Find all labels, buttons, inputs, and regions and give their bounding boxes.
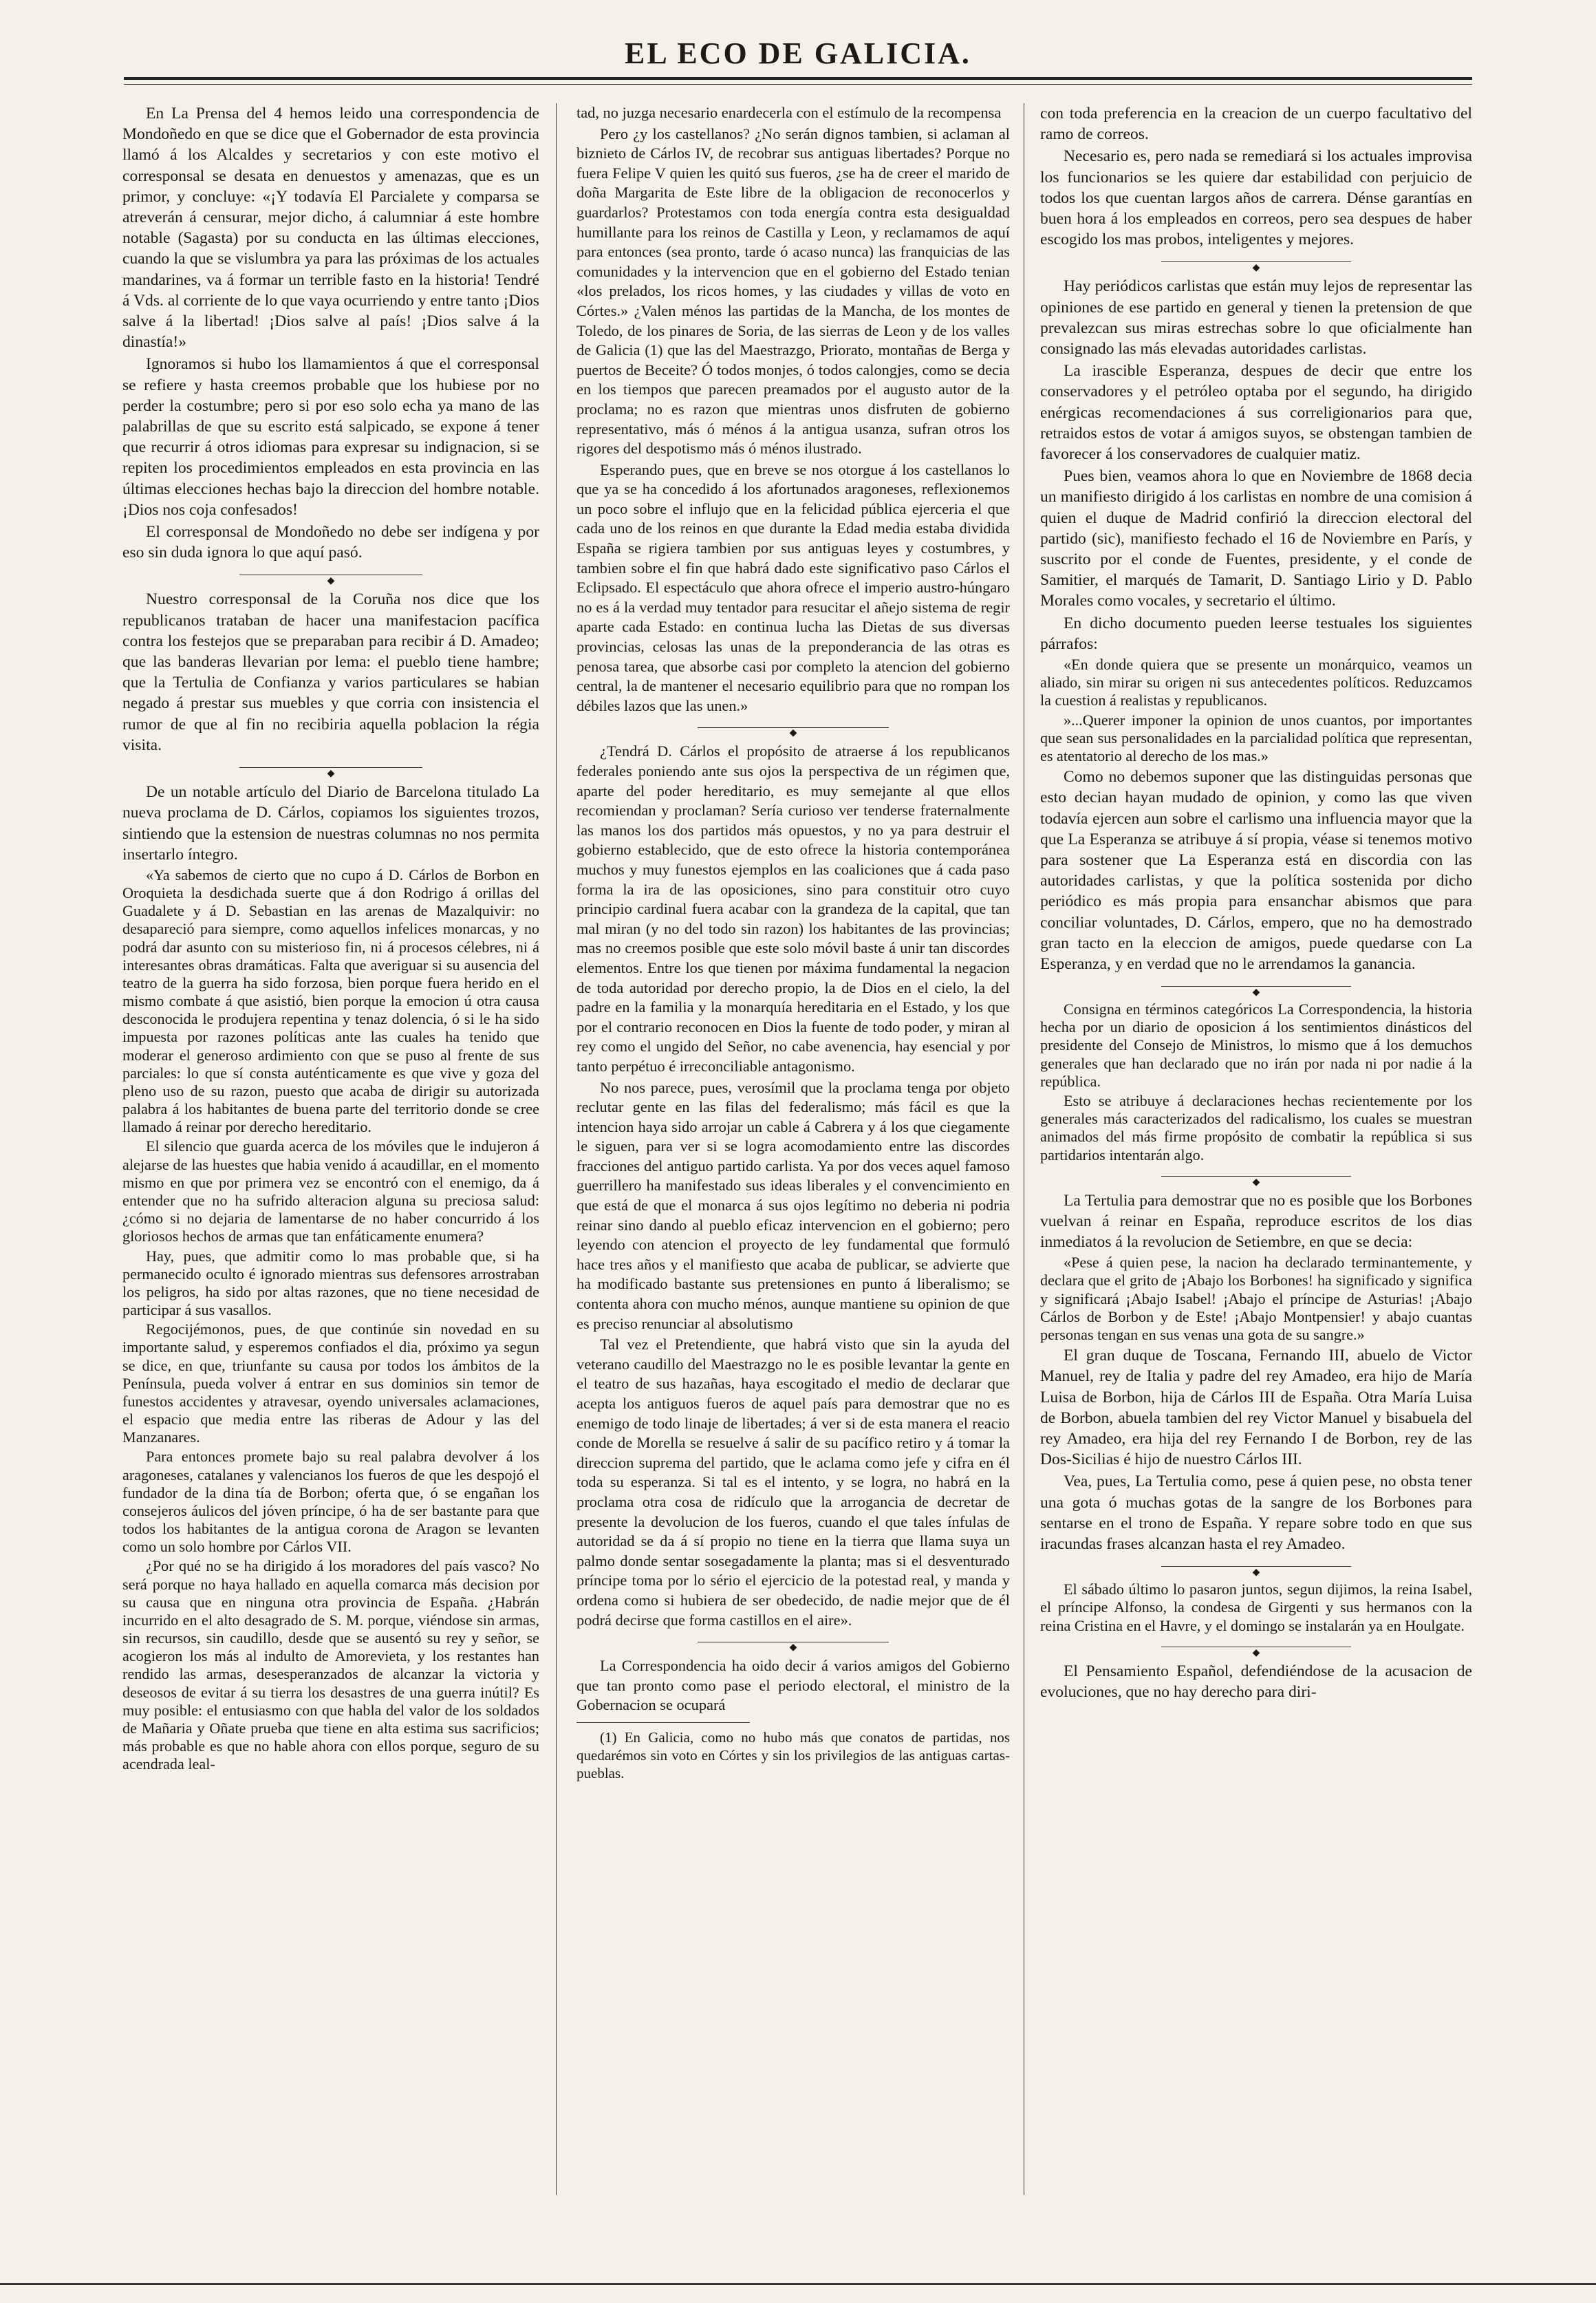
quoted-paragraph: «Pese á quien pese, la nacion ha declarado terminantemente, y declara que el grito de ¡Abajo los Borbones! ha significado y significa y significará ¡Abajo Isabel! ¡Abajo el príncipe de Asturias! ¡Abajo Cárlos de Borbon y de Este! ¡Abajo Montpensier! y abajo cuantas personas tengan en sus venas una gota de su sangre.» [1040, 1254, 1472, 1343]
quoted-paragraph: «En donde quiera que se presente un monárquico, veamos un aliado, sin mirar su origen ni sus antecedentes políticos. Reduzcamos la cuestion á realistas y republicanos. [1040, 656, 1472, 709]
paragraph: Consigna en términos categóricos La Correspondencia, la historia hecha por un diario de oposicion á los sentimientos dinásticos del presidente del Consejo de Ministros, lo mismo que á los demuchos generales que han declarado que no irán por nada ni por nadie á la república. [1040, 1000, 1472, 1090]
paragraph: ¿Tendrá D. Cárlos el propósito de atraerse á los republicanos federales poniendo ante sus ojos la perspectiva de un régimen que, aparte del poder hereditario, es muy semejante al que ellos recomiendan y proclaman? Sería curioso ver tenderse fraternalmente las manos los dos partidos más opuestos, y no ya para destruir el gobierno establecido, que de esto ofrece la historia contemporánea muchos y muy funestos ejemplos en las coaliciones que á cada paso forma la ira de las oposiciones, sino para constituir otro cuyo principio cardinal fuera acabar con la grandeza de la capital, que tan mal miran (y no del todo sin razon) los habitantes de las provincias; mas no creemos posible que este solo móvil baste á unir tan discordes elementos. Entre los que tienen por máxima fundamental la negacion de toda autoridad por derecho propio, la de Dios en el cielo, la del padre en la familia y la monarquía hereditaria en el Estado, y los que por el contrario reconocen en Dios la fuente de todo poder, y miran al rey como el ungido del Señor, no cabe avenencia, hay esencial y por tanto perpétuo é irreconciliable antagonismo. [576, 742, 1010, 1075]
paragraph: El corresponsal de Mondoñedo no debe ser indígena y por eso sin duda ignora lo que aquí pasó. [122, 523, 539, 562]
quoted-paragraph: «Ya sabemos de cierto que no cupo á D. Cárlos de Borbon en Oroquieta la desdichada suerte que á don Rodrigo á orillas del Guadalete y á D. Sebastian en las arenas de Mazalquivir: no desapareció para siempre, como aquellos infelices monarcas, y no podrá dar asunto con su misterioso fin, ni á procesos célebres, ni á interesantes obras dramáticas. Falta que averiguar si su ausencia del teatro de la guerra ha sido forzosa, bien porque fuera herido en el mismo combate á que asistió, bien porque la emocion ú otra causa desconocida le produjera repentina y tenaz dolencia, ó si le ha sido impuesta por razones políticas ante las cuales ha tenido que moderar el generoso ardimiento con que se puso al frente de sus parciales: lo que sí consta auténticamente es que vive y goza del pleno uso de su razon, puesto que acaba de dirigir su autorizada palabra á los habitantes de buena parte del territorio donde se cree llamado á reinar por derecho hereditario. [122, 866, 539, 1136]
quoted-paragraph: »...Querer imponer la opinion de unos cuantos, por importantes que sean sus personalidades en la parcialidad política que representan, es atentatorio al derecho de los mas.» [1040, 711, 1472, 764]
paragraph: La irascible Esperanza, despues de decir que entre los conservadores y el petróleo optaba por el segundo, ha dirigido enérgicas recomendaciones á sus correligionarios para que, retraidos estos de votar á amigos suyos, se obstengan tambien de favorecer á los conservadores de cualquier matiz. [1040, 362, 1472, 464]
paragraph: Pues bien, veamos ahora lo que en Noviembre de 1868 decia un manifiesto dirigido á los carlistas en nombre de una comision á quien el duque de Madrid confirió la direccion electoral del partido (sic), manifiesto fechado el 16 de Noviembre en París, y suscrito por el conde de Fuentes, presidente, y el conde de Samitier, el marqués de Tamarit, D. Santiago Lirio y D. Pablo Morales como vocales, y secretario el último. [1040, 467, 1472, 610]
column-divider [556, 103, 557, 2195]
section-separator [122, 568, 539, 582]
quoted-paragraph: Pero ¿y los castellanos? ¿No serán dignos tambien, si aclaman al biznieto de Cárlos IV, de recobrar sus antiguas libertades? Porque no fuera Felipe V quien les quitó sus fueros, ¿se ha de creer el marido de doña Margarita de Este libre de la obligacion de reconocerlos y guardarlos? Protestamos con toda energía contra esta desigualdad humillante para los reinos de Castilla y Leon, y reclamamos de aquí para entonces (sea pronto, tarde ó acaso nunca) las franquicias de las comunidades y la intervencion que en el gobierno del Estado tenian «los prelados, los ricos homes, y las ciudades y villas de voto en Córtes.» ¿Valen ménos las partidas de la Mancha, de los montes de Toledo, de los pinares de Soria, de las sierras de Leon y de los valles de Galicia (1) que las del Maestrazgo, Priorato, montañas de Berga y puertos de Beceite? Ó todos monjes, ó todos calongjes, como se decia en los tiempos que parecen preamados por el augusto autor de la proclama; no es razon que mientras unos disfruten de gobierno representativo, más ó ménos á la antigua usanza, sufran otros los rigores del despotismo más ó ménos ilustrado. [576, 125, 1010, 458]
quoted-paragraph: Esperando pues, que en breve se nos otorgue á los castellanos lo que ya se ha concedido á los afortunados aragoneses, reflexionemos un poco sobre el influjo que en la felicidad pública ejerceria el que cada uno de los reinos en que durante la Edad media estaba dividida España se rigiera tambien por sus antiguas leyes y costumbres, y tambien sobre el fin que habrá dado este significativo paso Cárlos el Eclipsado. El espectáculo que ahora ofrece el imperio austro-húngaro no es á la verdad muy tentador para resucitar el añejo sistema de regir aparte cada Estado: en continua lucha las Dietas de sus diversas provincias, celosas las unas de la preponderancia de las otras es penosa tarea, que absorbe casi por completo la atencion del gobierno central, la de mantener el necesario equilibrio para que no rompan los débiles lazos que las unen.» [576, 460, 1010, 714]
masthead-title: EL ECO DE GALICIA. [625, 36, 971, 70]
paragraph: El Pensamiento Español, defendiéndose de la acusacion de evoluciones, que no hay derecho para diri- [1040, 1662, 1472, 1701]
paragraph: El gran duque de Toscana, Fernando III, abuelo de Victor Manuel, rey de Italia y padre del rey Amadeo, era hijo de María Luisa de Borbon, hija de Cárlos III de España. Otra María Luisa de Borbon, abuela tambien del rey Victor Manuel y bisabuela del rey Amadeo, era hija del rey Fernando I de Borbon, rey de las Dos-Sicilias é hijo de nuestro Cárlos III. [1040, 1347, 1472, 1469]
quoted-paragraph: Hay, pues, que admitir como lo mas probable que, si ha permanecido oculto é ignorado mientras sus defensores arrostraban los peligros, ha sido por altas razones, que no tiene necesidad de participar á sus vasallos. [122, 1247, 539, 1319]
paragraph: Esto se atribuye á declaraciones hechas recientemente por los generales más caracterizados del radicalismo, los cuales se muestran animados del más firme propósito de combatir la república si sus partidarios intentarán algo. [1040, 1092, 1472, 1164]
section-separator [1040, 1560, 1472, 1574]
column-2 [576, 103, 1010, 2209]
paragraph: La Correspondencia ha oido decir á varios amigos del Gobierno que tan pronto como pase el periodo electoral, el ministro de la Gobernacion se ocupará [576, 1657, 1010, 1714]
paragraph: La Tertulia para demostrar que no es posible que los Borbones vuelvan á reinar en España, reproduce escritos de los dias inmediatos á la revolucion de Setiembre, en que se decia: [1040, 1191, 1472, 1252]
paragraph: Hay periódicos carlistas que están muy lejos de representar las opiniones de ese partido en general y tienen la pretension de que prevalezcan sus miras estrechas sobre lo que oficialmente han consignado las más elevadas autoridades carlistas. [1040, 277, 1472, 358]
paragraph: De un notable artículo del Diario de Barcelona titulado La nueva proclama de D. Cárlos, copiamos los siguientes trozos, sintiendo que la estension de nuestras columnas no nos permita insertarlo íntegro. [122, 783, 539, 864]
quoted-paragraph: Regocijémonos, pues, de que continúe sin novedad en su importante salud, y esperemos confiados el dia, próximo ya segun se dice, en que, triunfante su causa por todos los ámbitos de la Península, pueda volver á entrar en sus dominios sin temor de funestos accidentes y atravesar, oyendo universales aclamaciones, el espacio que media entre las riberas de Adour y las del Manzanares. [122, 1320, 539, 1446]
section-separator [1040, 255, 1472, 269]
masthead-rule [124, 77, 1472, 80]
paragraph: Tal vez el Pretendiente, que habrá visto que sin la ayuda del veterano caudillo del Maestrazgo no le es posible levantar la gente en el teatro de sus hazañas, haya escogitado el medio de declarar que acepta los antiguos fueros de aquel país para demostrar que no es enemigo de todo linaje de libertades; á ver si de esta manera el reacio conde de Morella se resuelve á salir de su pacífico retiro y á tomar la direccion suprema del partido, que le aclama como jefe y cifra en él toda su esperanza. Si tal es el intento, y se logra, no habrá en la proclama otra cosa de ridículo que la arrogancia de decretar de presente la devolucion de los fueros, cuando el que tales ínfulas de autoridad se da á sí propio no tiene en la tierra que llama suya un palmo donde sentar sosegadamente la planta; mas si el desventurado príncipe toma por lo sério el ejercicio de la potestad real, y manda y ordena como si hubiera de ser obedecido, de nadie mejor que de él podrá decirse que forma castillos en el aire». [576, 1336, 1010, 1629]
paragraph: Vea, pues, La Tertulia como, pese á quien pese, no obsta tener una gota ó muchas gotas de la sangre de los Borbones para sentarse en el trono de España. Y repare sobre todo en que sus iracundas frases alcanzan hasta el rey Amadeo. [1040, 1472, 1472, 1553]
paragraph: Como no debemos suponer que las distinguidas personas que esto decian hayan mudado de opinion, y como las que viven todavía ejercen aun sobre el carlismo una influencia mayor que la que La Esperanza se atribuye á sí propia, véase si tenemos motivo para sostener que La Esperanza está en discordia con las autoridades carlistas, y que la política sostenida por dicho periódico es más propia para ensanchar abismos que para conciliar voluntades, D. Cárlos, empero, que no ha demostrado gran tacto en la eleccion de amigos, puede quedarse con La Esperanza, y en verdad que no le arrendamos la ganancia. [1040, 768, 1472, 973]
paragraph: El sábado último lo pasaron juntos, segun dijimos, la reina Isabel, el príncipe Alfonso, la condesa de Girgenti y sus hermanos con la reina Cristina en el Havre, y el domingo se instalarán ya en Houlgate. [1040, 1581, 1472, 1634]
paragraph: En La Prensa del 4 hemos leido una correspondencia de Mondoñedo en que se dice que el Gobernador de esta provincia llamó á los Alcaldes y secretarios y con este motivo el corresponsal se desata en denuestos y amenazas, que es un primor, y concluye: «¡Y todavía El Parcialete y comparsa se atreverán á censurar, mejor dicho, á calumniar á este hombre notable (Sagasta) por su conducta en las últimas elecciones, cuando la que se vislumbra ya para las próximas de los actuales mandarines, va á formar un terrible fasto en la historia! Tendré á Vds. al corriente de lo que vaya ocurriendo y entre tanto ¡Dios salve á la libertad! ¡Dios salve al país! ¡Dios salve á la dinastía!» [122, 105, 539, 352]
section-separator [576, 1636, 1010, 1649]
section-separator [122, 761, 539, 775]
section-separator [1040, 980, 1472, 994]
quoted-paragraph: El silencio que guarda acerca de los móviles que le indujeron á alejarse de las huestes que habia venido á acaudillar, en el momento mismo en que por primera vez se encontró con el enemigo, da á entender que no ha sufrido alteracion alguna su preciosa salud: ¿cómo si no dejaria de lamentarse de no haber concurrido á los gloriosos hechos de armas que tan enfáticamente enumera? [122, 1137, 539, 1245]
masthead-rule-thin [124, 84, 1472, 85]
paragraph: No nos parece, pues, verosímil que la proclama tenga por objeto reclutar gente en las filas del federalismo; más fácil es que la intencion haya sido arrojar un cable á Cabrera y á los que ciegamente le siguen, para ver si se logra acomodamiento entre las discordes fracciones del antiguo partido carlista. Ya por dos veces aquel famoso guerrillero ha manifestado sus ideas liberales y el convencimiento en que está de que el monarca á sus ojos legítimo no deberia ni podria reinar sino dando al pueblo eficaz intervencion en el gobierno; pero leyendo con atencion el proyecto de ley fundamental que formuló hace tres años y el manifiesto que acaba de publicar, se advierte que ha modificado bastante sus pretensiones en punto á liberalismo; se contenta ahora con mucho ménos, aunque mantiene su opinion de que es preciso renunciar al absolutismo [576, 1078, 1010, 1332]
paragraph: Nuestro corresponsal de la Coruña nos dice que los republicanos trataban de hacer una manifestacion pacífica contra los festejos que se preparaban para recibir á D. Amadeo; que las banderas llevarian por lema: el pueblo tiene hambre; que la Tertulia de Confianza y varios particulares se habian negado á prestar sus muebles y que corria con insistencia el rumor de que al fin no recibiria aquella poblacion la régia visita. [122, 590, 539, 754]
quoted-paragraph: tad, no juzga necesario enardecerla con el estímulo de la recompensa [576, 104, 1002, 121]
quoted-paragraph: ¿Por qué no se ha dirigido á los moradores del país vasco? No será porque no haya hallado en aquella comarca más decision por su causa que en ninguna otra provincia de España. ¿Habrán incurrido en el alto desagrado de S. M. porque, viéndose sin armas, sin recursos, sin caudillo, desde que se ausentó su rey y señor, se acogieron los más al indulto de Amorevieta, y los restantes han rendido las armas, desesperanzados de alcanzar la victoria y deseosos de evitar á su tierra los desastres de una guerra inútil? Es muy posible: el entusiasmo con que habla del valor de los soldados de Mañaria y Oñate prueba que tiene en alta estima sus sacrificios; más probable es que no hable ahora con ellos porque, seguro de su acendrada leal- [122, 1557, 539, 1773]
column-1 [122, 103, 539, 2209]
footnote-rule [576, 1722, 750, 1723]
quoted-paragraph: Para entonces promete bajo su real palabra devolver á los aragoneses, catalanes y valencianos los fueros de que les despojó el fundador de la dina tía de Borbon; oferta que, ó se engañan los consejeros áulicos del jóven príncipe, ó ha de ser bastante para que todos los habitantes de la antigua corona de Aragon se levanten como un solo hombre por Cárlos VII. [122, 1448, 539, 1556]
paragraph: con toda preferencia en la creacion de un cuerpo facultativo del ramo de correos. [1040, 105, 1472, 144]
section-separator [1040, 1170, 1472, 1183]
section-separator [576, 721, 1010, 735]
bottom-rule [0, 2283, 1596, 2285]
paragraph: Necesario es, pero nada se remediará si los actuales improvisa los funcionarios se les quiere dar estabilidad con perjuicio de todos los que cuentan largos años de carrera. Dénse garantías en buen hora á los empleados en correos, pero sea despues de haber escogido los mas probos, inteligentes y mejores. [1040, 147, 1472, 249]
paragraph: En dicho documento pueden leerse testuales los siguientes párrafos: [1040, 614, 1472, 653]
section-separator [1040, 1640, 1472, 1654]
footnote: (1) En Galicia, como no hubo más que conatos de partidas, nos quedarémos sin voto en Córtes y sin los privilegios de las antiguas cartas-pueblas. [576, 1728, 1010, 1781]
column-3 [1040, 103, 1472, 2209]
paragraph: Ignoramos si hubo los llamamientos á que el corresponsal se refiere y hasta creemos probable que los hubiese por no perder la costumbre; pero si por eso solo echa ya mano de las palabrillas de que su escrito está salpicado, se expone á tener que recurrir á otros idiomas para expresar su indignacion, si se repiten los procedimientos empleados en esta provincia en las últimas elecciones hechas bajo la direccion del hombre notable. ¡Dios nos coja confesados! [122, 355, 539, 519]
